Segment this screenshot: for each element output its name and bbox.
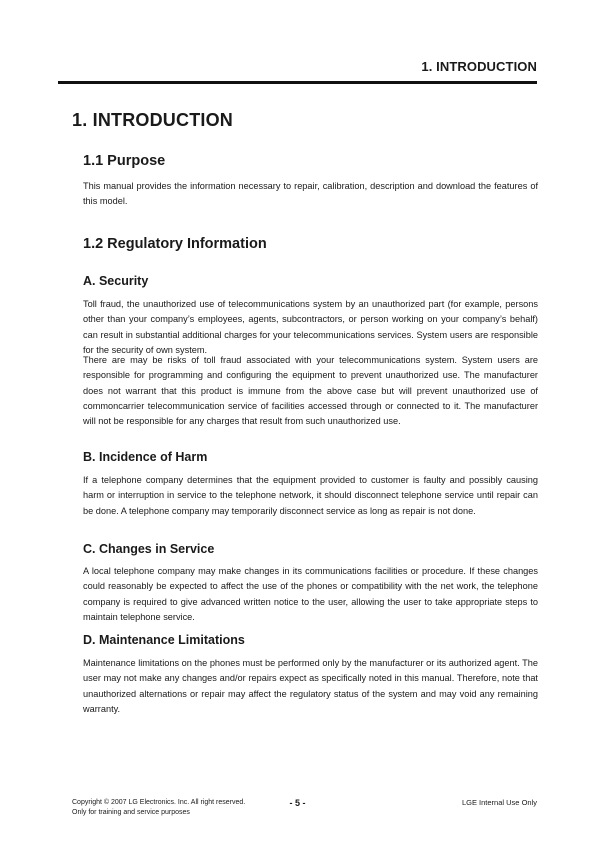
purpose-paragraph: This manual provides the information necessary to repair, calibration, description and download the features of this model. (83, 181, 538, 207)
training-notice: Only for training and service purposes (72, 808, 190, 816)
copyright-text: Copyright © 2007 LG Electronics. Inc. All right reserved. (72, 799, 246, 806)
security-paragraph-2: There are may be risks of toll fraud associated with your telecommunications system. System users are responsible for programming and configuring the equipment to prevent unauthorized use. The manufacturer does not warrant that this product is immune from the above case but will prevent unauthorized use of commoncarrier telecommunication service of facilities accessed through or connected to it. The manufacturer will not be responsible for any charges that result from such unauthorized use. (83, 355, 538, 427)
section-heading-regulatory: 1.2 Regulatory Information (83, 236, 267, 252)
security-paragraph-1: Toll fraud, the unauthorized use of telecommunications system by an unauthorized part (for example, persons other than your company’s employees, agents, subcontractors, or person working on your company’s behalf) can result in substantial additional charges for your telecommunications services. System users are responsible for the security of own system. (83, 299, 538, 355)
changes-paragraph: A local telephone company may make changes in its communications facilities or procedure. If these changes could reasonably be expected to affect the use of the phones or compatibility with the net work, the telephone company is required to give advanced written notice to the user, allowing the user to take appropriate steps to maintain telephone service. (83, 566, 538, 622)
section-heading-purpose: 1.1 Purpose (83, 153, 166, 169)
page-header-title: 1. INTRODUCTION (421, 59, 537, 74)
subsection-heading-security: A. Security (83, 274, 149, 288)
header-rule (58, 81, 537, 84)
chapter-title: 1. INTRODUCTION (72, 110, 234, 130)
subsection-heading-maintenance: D. Maintenance Limitations (83, 633, 245, 647)
maintenance-paragraph: Maintenance limitations on the phones must be performed only by the manufacturer or its authorized agent. The user may not make any changes and/or repairs expect as specifically noted in this manual. Therefore, note that unauthorized alternations or repair may affect the regulatory status of the system and may void any remaining warranty. (83, 658, 538, 714)
internal-use-notice: LGE Internal Use Only (461, 798, 537, 807)
page-number: - 5 - (289, 798, 306, 808)
subsection-heading-harm: B. Incidence of Harm (83, 450, 208, 464)
harm-paragraph: If a telephone company determines that the equipment provided to customer is faulty and possibly causing harm or interruption in service to the telephone network, it should disconnect telephone service until repair can be done. A telephone company may temporarily disconnect service as long as repair is not done. (83, 475, 538, 516)
subsection-heading-changes: C. Changes in Service (83, 542, 215, 556)
